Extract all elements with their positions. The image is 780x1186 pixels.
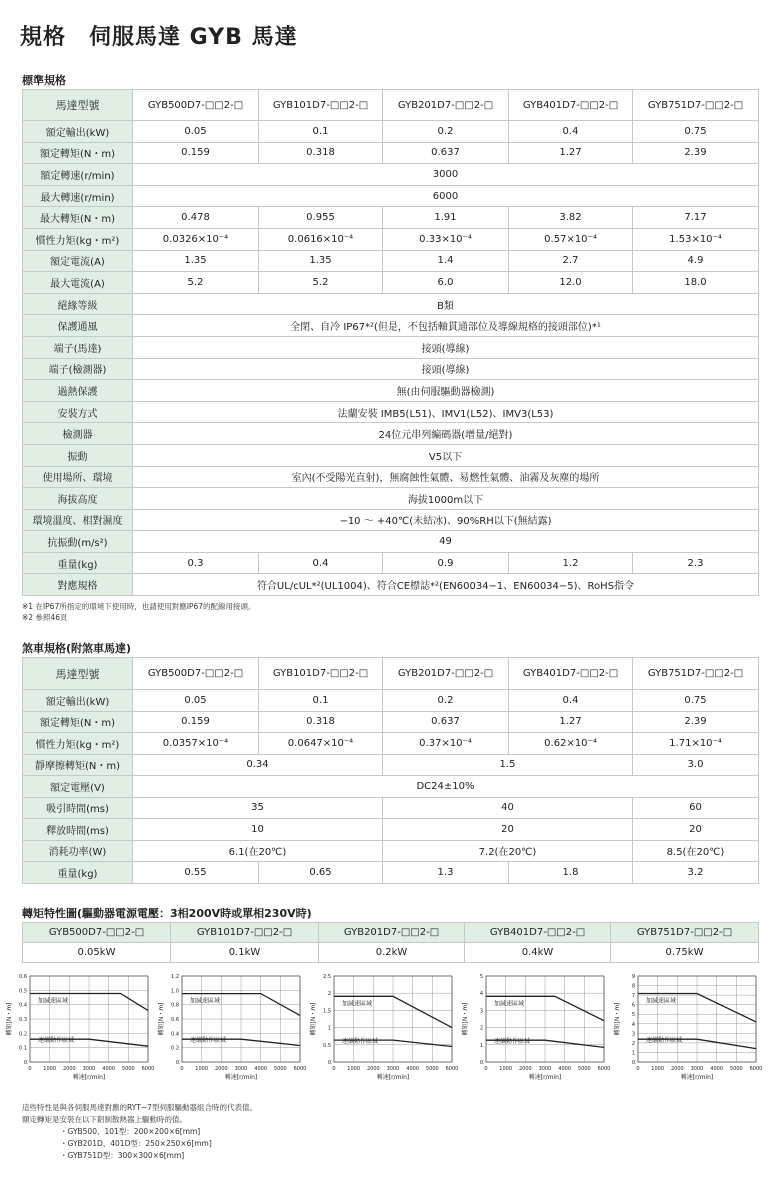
std-row [23, 142, 759, 164]
std-header-model: GYB401D7-□□2-□ [509, 90, 633, 121]
brake-cell: 35 [133, 797, 383, 819]
std-cell: 6000 [133, 185, 759, 207]
brake-row-label: 額定轉矩(N・m) [23, 711, 133, 733]
brake-cell: 1.27 [509, 711, 633, 733]
std-row-label: 重量(kg) [23, 552, 133, 574]
std-row [23, 509, 759, 531]
brake-cell: 0.637 [383, 711, 509, 733]
y-tick-label: 1.5 [323, 1008, 331, 1015]
brake-header-row [23, 658, 759, 690]
torque-kw-row [23, 943, 759, 963]
brake-cell: 0.318 [259, 711, 383, 733]
continuous-region-label: 連續動作區域 [38, 1037, 75, 1045]
y-tick-label: 0.6 [171, 1017, 179, 1023]
brake-cell: 0.0357×10⁻⁴ [133, 733, 259, 755]
std-cell: 7.17 [633, 207, 759, 229]
std-cell: 2.39 [633, 142, 759, 164]
x-tick-label: 6000 [141, 1066, 154, 1072]
std-cell: 全閉、自冷 IP67*²(但是，不包括軸貫通部位及導線規格的接頭部位)*¹ [133, 315, 759, 337]
page-title: 規格 伺服馬達 GYB 馬達 [20, 25, 298, 50]
std-row-label: 端子(檢測器) [23, 358, 133, 380]
brake-cell: 0.4 [509, 690, 633, 712]
std-row-label: 使用場所、環境 [23, 466, 133, 488]
brake-cell: 1.71×10⁻⁴ [633, 733, 759, 755]
torque-chart-gyb500 [4, 970, 154, 1085]
x-axis-label: 轉速[r/min] [376, 1074, 410, 1081]
torque-chart-gyb751 [612, 970, 762, 1085]
std-cell: 3000 [133, 164, 759, 186]
std-row [23, 121, 759, 143]
x-tick-label: 2000 [518, 1066, 532, 1072]
torque-chart-gyb201 [308, 970, 458, 1085]
std-row-label: 最大電流(A) [23, 272, 133, 294]
brake-row-label: 消耗功率(W) [23, 840, 133, 862]
y-tick-label: 2.5 [323, 974, 331, 980]
accel-region-label: 加減速區域 [38, 997, 69, 1005]
std-row-label: 最大轉速(r/min) [23, 185, 133, 207]
std-cell: 0.1 [259, 121, 383, 143]
x-tick-label: 5000 [729, 1066, 743, 1072]
x-tick-label: 3000 [538, 1066, 552, 1072]
brake-header-label: 馬達型號 [23, 658, 133, 690]
brake-cell: 3.0 [633, 754, 759, 776]
accel-region-label: 加減速區域 [342, 1000, 373, 1008]
std-header-model: GYB101D7-□□2-□ [259, 90, 383, 121]
std-cell: 0.4 [259, 552, 383, 574]
y-tick-label: 7 [631, 993, 635, 1000]
std-row [23, 444, 759, 466]
y-tick-label: 4 [631, 1021, 635, 1028]
std-row-label: 最大轉矩(N・m) [23, 207, 133, 229]
y-tick-label: 0.6 [19, 974, 27, 980]
brake-header-model: GYB201D7-□□2-□ [383, 658, 509, 690]
heatsink-item: ・GYB751D型：300×300×6[mm] [60, 1151, 185, 1160]
std-cell: 49 [133, 531, 759, 553]
y-tick-label: 5 [631, 1012, 635, 1019]
x-tick-label: 2000 [366, 1066, 380, 1072]
torque-model: GYB401D7-□□2-□ [465, 923, 611, 943]
torque-model: GYB101D7-□□2-□ [171, 923, 319, 943]
std-row [23, 272, 759, 294]
brake-header-model: GYB101D7-□□2-□ [259, 658, 383, 690]
brake-row [23, 733, 759, 755]
brake-cell: 6.1(在20℃) [133, 840, 383, 862]
y-tick-label: 0.4 [19, 1002, 27, 1009]
brake-cell: 20 [633, 819, 759, 841]
y-tick-label: 0 [479, 1060, 483, 1066]
std-cell: −10 ～ +40℃(未結冰)、90%RH以下(無結露) [133, 509, 759, 531]
y-tick-label: 0 [23, 1060, 27, 1066]
x-axis-label: 轉速[r/min] [224, 1074, 258, 1081]
y-axis-label: 轉矩[N・m] [6, 1002, 13, 1036]
brake-cell: 0.1 [259, 690, 383, 712]
x-tick-label: 0 [28, 1066, 32, 1072]
std-cell: 接頭(導線) [133, 336, 759, 358]
brake-cell: 3.2 [633, 862, 759, 884]
std-row [23, 401, 759, 423]
std-row-label: 檢測器 [23, 423, 133, 445]
std-cell: 0.9 [383, 552, 509, 574]
torque-chart-gyb401 [460, 970, 610, 1085]
brake-cell: 1.3 [383, 862, 509, 884]
std-row [23, 531, 759, 553]
brake-row [23, 776, 759, 798]
torque-model-row [23, 923, 759, 943]
std-cell: 1.4 [383, 250, 509, 272]
std-cell: 0.159 [133, 142, 259, 164]
std-header-model: GYB751D7-□□2-□ [633, 90, 759, 121]
torque-model: GYB201D7-□□2-□ [319, 923, 465, 943]
y-tick-label: 0.2 [19, 1031, 27, 1038]
std-header-model: GYB500D7-□□2-□ [133, 90, 259, 121]
std-cell: 符合UL/cUL*²(UL1004)、符合CE標誌*²(EN60034−1、EN60034−5)、RoHS指令 [133, 574, 759, 596]
x-tick-label: 3000 [82, 1066, 96, 1072]
y-tick-label: 2 [479, 1025, 483, 1032]
y-tick-label: 5 [479, 974, 483, 980]
brake-cell: 8.5(在20℃) [633, 840, 759, 862]
std-row-label: 絕緣等級 [23, 293, 133, 315]
x-tick-label: 1000 [347, 1066, 361, 1072]
x-tick-label: 2000 [214, 1066, 228, 1072]
std-row [23, 207, 759, 229]
continuous-region-label: 連續動作區域 [342, 1038, 379, 1046]
y-tick-label: 1 [327, 1025, 331, 1032]
y-tick-label: 0 [175, 1060, 179, 1066]
brake-cell: 0.0647×10⁻⁴ [259, 733, 383, 755]
y-axis-label: 轉矩[N・m] [462, 1002, 469, 1036]
std-cell: 0.3 [133, 552, 259, 574]
std-row [23, 574, 759, 596]
std-row-label: 端子(馬達) [23, 336, 133, 358]
std-cell: 0.05 [133, 121, 259, 143]
y-tick-label: 0.4 [171, 1031, 179, 1038]
y-tick-label: 2 [327, 991, 331, 998]
std-cell: 0.4 [509, 121, 633, 143]
y-tick-label: 0.3 [19, 1017, 27, 1023]
x-tick-label: 4000 [710, 1066, 724, 1072]
std-cell: 1.35 [133, 250, 259, 272]
y-axis-label: 轉矩[N・m] [614, 1002, 621, 1036]
brake-cell: 60 [633, 797, 759, 819]
y-tick-label: 1.2 [171, 974, 179, 980]
accel-region-label: 加減速區域 [494, 1000, 525, 1008]
std-cell: 0.75 [633, 121, 759, 143]
std-cell: V5以下 [133, 444, 759, 466]
std-row [23, 358, 759, 380]
std-cell: 2.3 [633, 552, 759, 574]
std-row [23, 250, 759, 272]
y-tick-label: 1 [631, 1050, 635, 1057]
std-row [23, 336, 759, 358]
x-tick-label: 1000 [651, 1066, 665, 1072]
std-cell: 0.478 [133, 207, 259, 229]
accel-region-label: 加減速區域 [190, 997, 221, 1005]
y-tick-label: 9 [631, 974, 635, 980]
std-header-model: GYB201D7-□□2-□ [383, 90, 509, 121]
std-cell: 2.7 [509, 250, 633, 272]
x-tick-label: 4000 [558, 1066, 572, 1072]
brake-row [23, 840, 759, 862]
std-row [23, 423, 759, 445]
brake-cell: 0.159 [133, 711, 259, 733]
brake-row [23, 711, 759, 733]
brake-row [23, 862, 759, 884]
torque-kw: 0.2kW [319, 943, 465, 963]
std-row [23, 466, 759, 488]
std-row [23, 315, 759, 337]
x-axis-label: 轉速[r/min] [528, 1074, 562, 1081]
std-note: ※2 參照46頁 [22, 613, 68, 622]
y-tick-label: 3 [479, 1008, 483, 1015]
brake-row [23, 797, 759, 819]
y-tick-label: 0.8 [171, 1002, 179, 1009]
brake-row [23, 754, 759, 776]
brake-cell: 7.2(在20℃) [383, 840, 633, 862]
std-cell: 海拔1000m以下 [133, 488, 759, 510]
brake-row-label: 靜摩擦轉矩(N・m) [23, 754, 133, 776]
std-cell: 18.0 [633, 272, 759, 294]
x-tick-label: 6000 [597, 1066, 610, 1072]
x-tick-label: 4000 [254, 1066, 268, 1072]
x-axis-label: 轉速[r/min] [680, 1074, 714, 1081]
brake-cell: 1.5 [383, 754, 633, 776]
x-tick-label: 2000 [62, 1066, 76, 1072]
brake-spec-table [22, 657, 759, 884]
brake-row-label: 慣性力矩(kg・m²) [23, 733, 133, 755]
x-tick-label: 0 [332, 1066, 336, 1072]
std-row [23, 293, 759, 315]
brake-cell: 0.65 [259, 862, 383, 884]
std-row-label: 額定輸出(kW) [23, 121, 133, 143]
brake-row [23, 690, 759, 712]
std-cell: 5.2 [259, 272, 383, 294]
std-row-label: 海拔高度 [23, 488, 133, 510]
x-tick-label: 1000 [499, 1066, 513, 1072]
brake-cell: DC24±10% [133, 776, 759, 798]
std-row-label: 慣性力矩(kg・m²) [23, 228, 133, 250]
std-header-row [23, 90, 759, 121]
x-tick-label: 5000 [577, 1066, 591, 1072]
brake-row [23, 819, 759, 841]
x-tick-label: 1000 [195, 1066, 209, 1072]
y-axis-label: 轉矩[N・m] [158, 1002, 165, 1036]
continuous-region-label: 連續動作區域 [190, 1037, 227, 1045]
y-tick-label: 1 [479, 1042, 483, 1049]
bottom-note: 額定轉矩是安裝在以下鋁制散熱器上驅動時的值。 [22, 1115, 187, 1124]
x-tick-label: 0 [484, 1066, 488, 1072]
std-row [23, 380, 759, 402]
brake-header-model: GYB401D7-□□2-□ [509, 658, 633, 690]
x-tick-label: 4000 [102, 1066, 116, 1072]
torque-chart-gyb101 [156, 970, 306, 1085]
std-cell: 4.9 [633, 250, 759, 272]
std-cell: 3.82 [509, 207, 633, 229]
std-cell: 0.318 [259, 142, 383, 164]
x-tick-label: 5000 [121, 1066, 135, 1072]
brake-cell: 1.8 [509, 862, 633, 884]
std-row [23, 488, 759, 510]
y-tick-label: 2 [631, 1040, 635, 1047]
brake-row-label: 重量(kg) [23, 862, 133, 884]
std-cell: 0.0616×10⁻⁴ [259, 228, 383, 250]
std-row-label: 額定電流(A) [23, 250, 133, 272]
bottom-note: 這些特性是與各伺服馬達對應的RYT−7型伺服驅動器組合時的代表值。 [22, 1103, 257, 1112]
std-cell: 1.53×10⁻⁴ [633, 228, 759, 250]
brake-cell: 2.39 [633, 711, 759, 733]
brake-cell: 0.2 [383, 690, 509, 712]
brake-header-model: GYB500D7-□□2-□ [133, 658, 259, 690]
std-row [23, 228, 759, 250]
std-cell: 法蘭安裝 IMB5(L51)、IMV1(L52)、IMV3(L53) [133, 401, 759, 423]
y-tick-label: 6 [631, 1002, 635, 1009]
std-row [23, 185, 759, 207]
heatsink-item: ・GYB500、101型：200×200×6[mm] [60, 1127, 201, 1136]
x-tick-label: 3000 [234, 1066, 248, 1072]
torque-model: GYB500D7-□□2-□ [23, 923, 171, 943]
brake-cell: 0.34 [133, 754, 383, 776]
brake-row-label: 額定電壓(V) [23, 776, 133, 798]
x-tick-label: 3000 [690, 1066, 704, 1072]
continuous-region-label: 連續動作區域 [646, 1037, 683, 1045]
std-row-label: 額定轉速(r/min) [23, 164, 133, 186]
std-cell: 0.637 [383, 142, 509, 164]
brake-cell: 0.55 [133, 862, 259, 884]
brake-row-label: 額定輸出(kW) [23, 690, 133, 712]
heatsink-item: ・GYB201D、401D型：250×250×6[mm] [60, 1139, 212, 1148]
std-header-label: 馬達型號 [23, 90, 133, 121]
torque-model: GYB751D7-□□2-□ [611, 923, 759, 943]
std-cell: 0.955 [259, 207, 383, 229]
brake-cell: 0.75 [633, 690, 759, 712]
torque-model-table [22, 922, 759, 963]
std-cell: 0.0326×10⁻⁴ [133, 228, 259, 250]
std-row-label: 安裝方式 [23, 401, 133, 423]
brake-section-title: 煞車規格(附煞車馬達) [22, 642, 132, 655]
brake-cell: 10 [133, 819, 383, 841]
y-tick-label: 0.1 [19, 1045, 27, 1052]
x-tick-label: 5000 [425, 1066, 439, 1072]
brake-row-label: 吸引時間(ms) [23, 797, 133, 819]
std-row-label: 保護通風 [23, 315, 133, 337]
y-tick-label: 4 [479, 991, 483, 998]
brake-cell: 40 [383, 797, 633, 819]
x-tick-label: 1000 [43, 1066, 57, 1072]
std-row-label: 過熱保護 [23, 380, 133, 402]
std-spec-table [22, 89, 759, 596]
accel-region-label: 加減速區域 [646, 997, 677, 1005]
x-tick-label: 5000 [273, 1066, 287, 1072]
std-cell: 5.2 [133, 272, 259, 294]
std-section-title: 標準規格 [22, 74, 66, 87]
x-tick-label: 0 [180, 1066, 184, 1072]
y-tick-label: 0 [327, 1060, 331, 1066]
x-tick-label: 4000 [406, 1066, 420, 1072]
brake-cell: 0.62×10⁻⁴ [509, 733, 633, 755]
brake-cell: 0.37×10⁻⁴ [383, 733, 509, 755]
std-cell: 0.2 [383, 121, 509, 143]
std-cell: B類 [133, 293, 759, 315]
std-row-label: 抗振動(m/s²) [23, 531, 133, 553]
x-tick-label: 6000 [749, 1066, 762, 1072]
y-tick-label: 0.5 [19, 988, 27, 995]
y-tick-label: 0.5 [323, 1042, 331, 1049]
std-note: ※1 在IP67所指定的環境下使用時，也請使用對應IP67的配線用接頭。 [22, 602, 256, 611]
torque-kw: 0.4kW [465, 943, 611, 963]
std-row-label: 環境溫度、相對濕度 [23, 509, 133, 531]
std-row [23, 552, 759, 574]
y-tick-label: 0.2 [171, 1045, 179, 1052]
std-cell: 1.35 [259, 250, 383, 272]
std-cell: 室內(不受陽光直射)，無腐蝕性氣體、易燃性氣體、油霧及灰塵的場所 [133, 466, 759, 488]
std-cell: 0.33×10⁻⁴ [383, 228, 509, 250]
x-tick-label: 2000 [670, 1066, 684, 1072]
y-tick-label: 1.0 [171, 988, 179, 995]
std-row [23, 164, 759, 186]
brake-header-model: GYB751D7-□□2-□ [633, 658, 759, 690]
brake-row-label: 釋放時間(ms) [23, 819, 133, 841]
std-row-label: 額定轉矩(N・m) [23, 142, 133, 164]
x-tick-label: 6000 [293, 1066, 306, 1072]
continuous-region-label: 連續動作區域 [494, 1038, 531, 1046]
x-tick-label: 3000 [386, 1066, 400, 1072]
torque-kw: 0.1kW [171, 943, 319, 963]
std-cell: 1.27 [509, 142, 633, 164]
y-tick-label: 3 [631, 1031, 635, 1038]
torque-kw: 0.05kW [23, 943, 171, 963]
torque-section-title: 轉矩特性圖(驅動器電源電壓：3相200V時或單相230V時) [22, 907, 312, 920]
x-axis-label: 轉速[r/min] [72, 1074, 106, 1081]
brake-cell: 20 [383, 819, 633, 841]
std-cell: 0.57×10⁻⁴ [509, 228, 633, 250]
y-tick-label: 0 [631, 1060, 635, 1066]
y-axis-label: 轉矩[N・m] [310, 1002, 317, 1036]
std-notes [22, 601, 256, 623]
std-cell: 24位元串列編碼器(增量/絕對) [133, 423, 759, 445]
x-tick-label: 0 [636, 1066, 640, 1072]
x-tick-label: 6000 [445, 1066, 458, 1072]
std-cell: 1.2 [509, 552, 633, 574]
std-cell: 6.0 [383, 272, 509, 294]
std-cell: 12.0 [509, 272, 633, 294]
std-cell: 無(由伺服驅動器檢測) [133, 380, 759, 402]
y-tick-label: 8 [631, 983, 635, 990]
std-cell: 接頭(導線) [133, 358, 759, 380]
brake-cell: 0.05 [133, 690, 259, 712]
bottom-notes [22, 1102, 257, 1162]
std-cell: 1.91 [383, 207, 509, 229]
std-row-label: 振動 [23, 444, 133, 466]
std-row-label: 對應規格 [23, 574, 133, 596]
torque-kw: 0.75kW [611, 943, 759, 963]
